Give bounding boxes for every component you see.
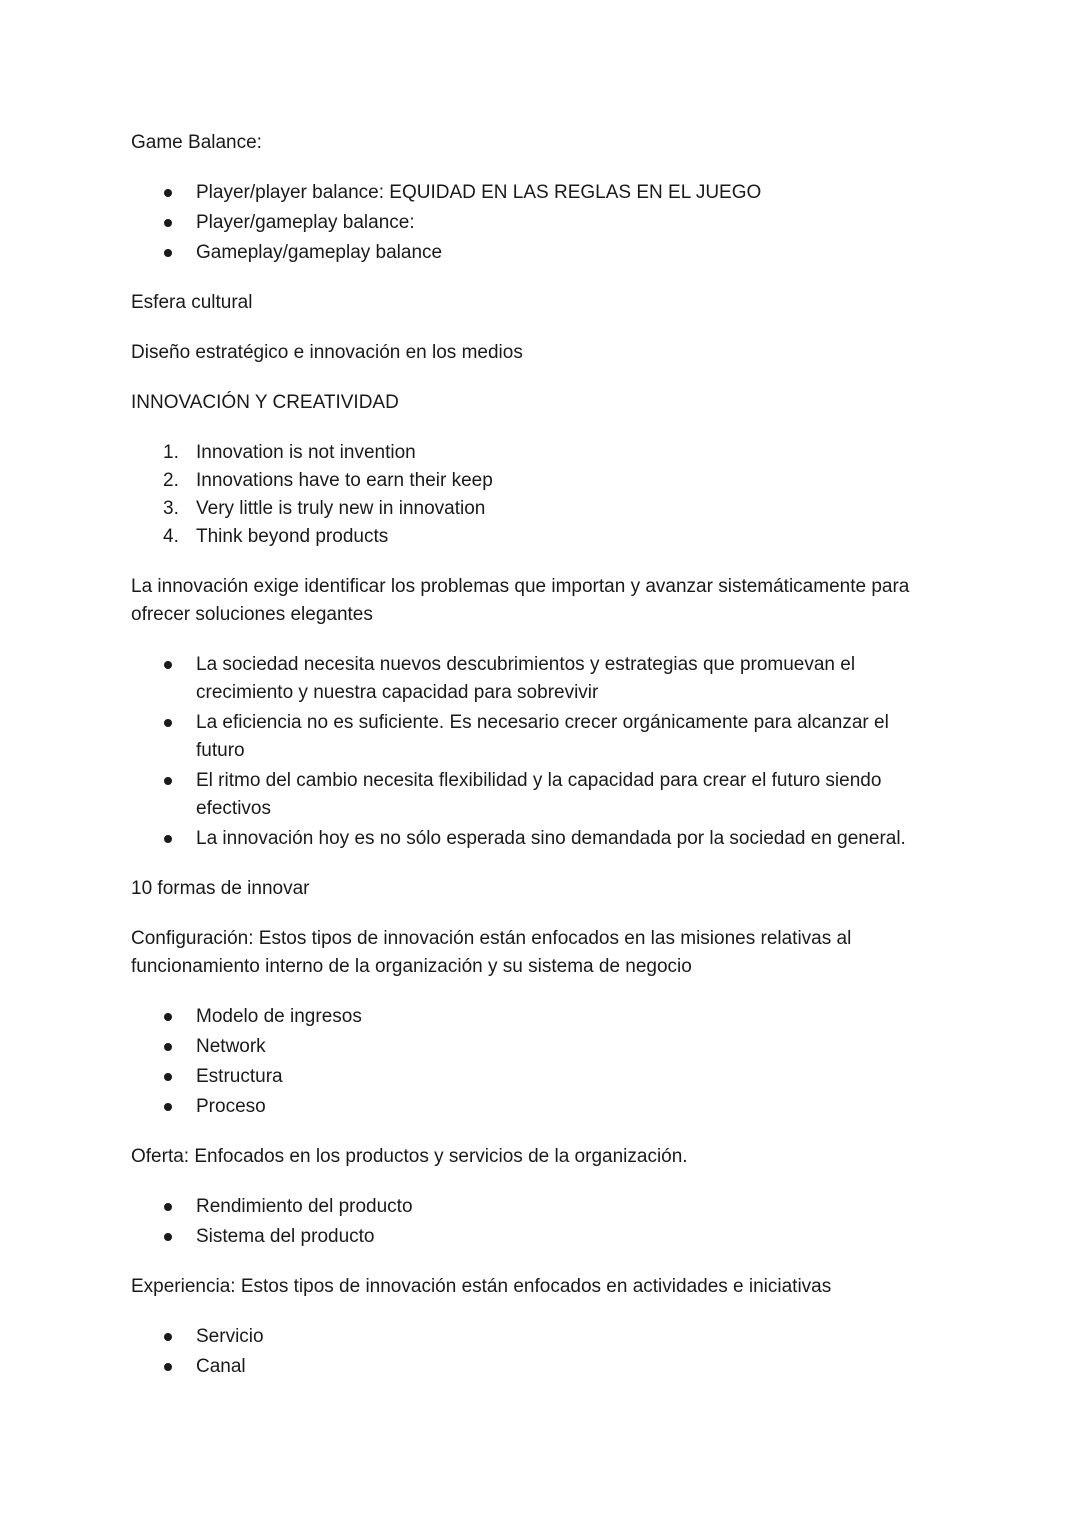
bullet-icon	[164, 249, 172, 257]
bullet-icon	[164, 189, 172, 197]
bullet-icon	[164, 661, 172, 669]
oferta-list	[131, 1193, 931, 1251]
list-item: 1. Innovation is not invention	[163, 442, 416, 463]
list-item: 3. Very little is truly new in innovation	[163, 498, 486, 519]
bullet-icon	[164, 1203, 172, 1211]
list-item: Sistema del producto	[131, 1223, 931, 1251]
esfera-cultural-text: Esfera cultural	[131, 292, 253, 313]
innovacion-exige-paragraph: La innovación exige identificar los problemas que importan y avanzar sistemáticamente para ofrecer soluciones elegantes	[131, 576, 910, 625]
bullet-icon	[164, 1333, 172, 1341]
bullet-icon	[164, 835, 172, 843]
list-item: Modelo de ingresos	[131, 1003, 931, 1031]
bullet-icon	[164, 1073, 172, 1081]
list-item: Estructura	[131, 1063, 931, 1091]
bullet-icon	[164, 1233, 172, 1241]
innovation-numbered-list	[131, 439, 931, 551]
list-item: Rendimiento del producto	[131, 1193, 931, 1221]
oferta-paragraph: Oferta: Enfocados en los productos y servicios de la organización.	[131, 1146, 688, 1167]
bullet-icon	[164, 1103, 172, 1111]
bullet-icon	[164, 1013, 172, 1021]
list-item: Player/player balance: EQUIDAD EN LAS REGLAS EN EL JUEGO	[131, 179, 931, 207]
list-item: Network	[131, 1033, 931, 1061]
list-item: Gameplay/gameplay balance	[131, 239, 931, 267]
bullet-icon	[164, 219, 172, 227]
game-balance-list	[131, 179, 931, 267]
experiencia-list	[131, 1323, 931, 1381]
list-item: Servicio	[131, 1323, 931, 1351]
innovacion-heading: INNOVACIÓN Y CREATIVIDAD	[131, 392, 399, 413]
diseno-estrategico-text: Diseño estratégico e innovación en los medios	[131, 342, 523, 363]
list-item: La eficiencia no es suficiente. Es necesario crecer orgánicamente para alcanzar el futuro	[131, 709, 931, 765]
bullet-icon	[164, 1363, 172, 1371]
configuracion-paragraph: Configuración: Estos tipos de innovación están enfocados en las misiones relativas al funcionamiento interno de la organización y su sistema de negocio	[131, 928, 852, 977]
configuracion-list	[131, 1003, 931, 1121]
list-item: 2. Innovations have to earn their keep	[163, 470, 493, 491]
bullet-icon	[164, 719, 172, 727]
list-item: 4. Think beyond products	[163, 526, 389, 547]
document-page	[131, 129, 931, 1403]
bullet-icon	[164, 777, 172, 785]
list-item: Canal	[131, 1353, 931, 1381]
list-item: El ritmo del cambio necesita flexibilidad y la capacidad para crear el futuro siendo efectivos	[131, 767, 931, 823]
list-item: Proceso	[131, 1093, 931, 1121]
game-balance-heading: Game Balance:	[131, 132, 262, 153]
list-item: La innovación hoy es no sólo esperada sino demandada por la sociedad en general.	[131, 825, 931, 853]
innovacion-reasons-list	[131, 651, 931, 853]
experiencia-paragraph: Experiencia: Estos tipos de innovación están enfocados en actividades e iniciativas	[131, 1276, 832, 1297]
list-item: La sociedad necesita nuevos descubrimientos y estrategias que promuevan el crecimiento y nuestra capacidad para sobrevivir	[131, 651, 931, 707]
diez-formas-heading: 10 formas de innovar	[131, 878, 310, 899]
bullet-icon	[164, 1043, 172, 1051]
list-item: Player/gameplay balance:	[131, 209, 931, 237]
